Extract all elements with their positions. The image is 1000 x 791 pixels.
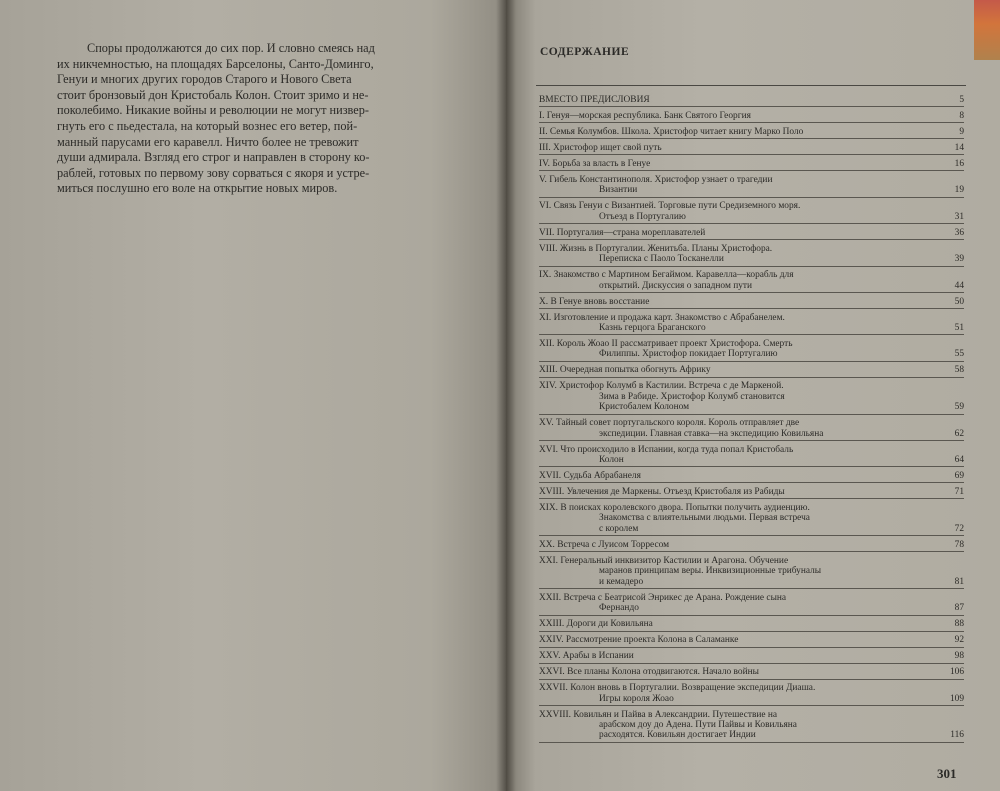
toc-entry-page: 51 (954, 323, 964, 334)
toc-entry-page: 5 (959, 95, 964, 105)
table-of-contents (539, 94, 964, 745)
toc-entry-page: 81 (954, 576, 964, 587)
toc-entry (539, 296, 964, 309)
toc-entry-title: Переписка с Паоло Тосканелли (599, 254, 724, 265)
toc-entry-title: XV. Тайный совет португальского короля. Король отправляет две (539, 418, 800, 429)
toc-entry-title: Отъезд в Португалию (599, 211, 686, 222)
toc-entry (539, 444, 964, 468)
toc-entry (539, 364, 964, 377)
toc-entry (539, 227, 964, 240)
toc-entry-title: XX. Встреча с Луисом Торресом (539, 539, 670, 550)
toc-entry (539, 682, 964, 706)
toc-entry-page: 88 (954, 619, 964, 630)
toc-entry-title: XVII. Судьба Абрабанеля (539, 471, 641, 482)
toc-entry-title: XXVI. Все планы Колона отодвигаются. Начало войны (539, 667, 759, 678)
toc-entry-title: XXVII. Колон вновь в Португалии. Возвращение экспедиции Диаша. (539, 683, 816, 694)
left-line: их никчемностью, на площадях Барселоны, Санто-Доминго, (57, 56, 374, 71)
toc-entry-title: XXII. Встреча с Беатрисой Энрикес де Арана. Рождение сына (539, 592, 787, 603)
toc-entry-title: V. Гибель Константинополя. Христофор узнает о трагедии (539, 175, 773, 185)
toc-entry (539, 666, 964, 679)
toc-entry-title: и кемадеро (599, 576, 644, 587)
toc-entry (539, 502, 964, 536)
toc-entry-title: расходятся. Ковильян достигает Индии (599, 730, 756, 741)
toc-entry-page: 116 (950, 730, 964, 741)
toc-entry-page: 31 (954, 211, 964, 222)
toc-entry-title: IV. Борьба за власть в Генуе (539, 159, 651, 169)
toc-entry-page: 62 (954, 428, 964, 439)
toc-entry-page: 92 (954, 635, 964, 646)
toc-entry-title: XIII. Очередная попытка обогнуть Африку (539, 365, 711, 376)
toc-entry-page: 36 (954, 227, 964, 238)
toc-entry (539, 539, 964, 552)
toc-entry (539, 380, 964, 414)
toc-entry-title: XXVIII. Ковильян и Пайва в Александрии. Путешествие на (539, 709, 778, 720)
toc-entry-title: маранов принципам веры. Инквизиционные трибуналы (599, 566, 822, 577)
toc-entry-title: экспедиции. Главная ставка—на экспедицию Ковильяна (599, 428, 824, 439)
left-line: манный парусами его каравелл. Ничто более не тревожит (57, 134, 359, 149)
toc-entry-title: Фернандо (599, 603, 639, 614)
toc-entry-title: открытий. Дискуссия о западном пути (599, 280, 753, 291)
toc-entry (539, 555, 964, 589)
toc-entry-page: 98 (954, 651, 964, 662)
toc-entry-title: XI. Изготовление и продажа карт. Знакомство с Абрабанелем. (539, 312, 785, 323)
toc-entry (539, 94, 964, 107)
toc-entry-page: 39 (954, 254, 964, 265)
toc-entry-page: 55 (954, 349, 964, 360)
left-line: Генуи и многих других городов Старого и Нового Света (57, 72, 352, 87)
toc-entry-page: 58 (954, 365, 964, 376)
toc-entry (539, 126, 964, 139)
toc-entry-title: XXI. Генеральный инквизитор Кастилии и Арагона. Обучение (539, 555, 789, 566)
toc-entry-title: Зима в Рабиде. Христофор Колумб становится (599, 391, 785, 402)
toc-entry-title: Знакомства с влиятельными людьми. Первая встреча (599, 513, 810, 524)
toc-entry-title: VIII. Жизнь в Португалии. Женитьба. Планы Христофора. (539, 243, 773, 254)
left-line: Споры продолжаются до сих пор. И словно смеясь над (87, 41, 375, 55)
left-line: гнуть его с пьедестала, на который вознес его ветер, пой- (57, 118, 358, 133)
toc-entry-title: с королем (599, 523, 639, 534)
toc-heading: СОДЕРЖАНИЕ (540, 46, 630, 58)
left-page-text (57, 41, 467, 197)
toc-entry-title: XVIII. Увлечения де Маркены. Отъезд Кристобаля из Рабиды (539, 487, 785, 498)
toc-entry-page: 87 (954, 603, 964, 614)
toc-entry-page: 72 (954, 523, 964, 534)
toc-entry (539, 174, 964, 198)
toc-entry-title: ВМЕСТО ПРЕДИСЛОВИЯ (539, 95, 650, 105)
toc-entry-title: III. Христофор ищет свой путь (539, 143, 662, 153)
toc-entry (539, 243, 964, 267)
toc-entry-title: XIV. Христофор Колумб в Кастилии. Встреча с де Маркеной. (539, 381, 784, 392)
toc-entry (539, 592, 964, 616)
toc-entry (539, 269, 964, 293)
toc-entry-page: 8 (959, 111, 964, 121)
toc-entry-page: 109 (949, 693, 964, 704)
toc-entry-title: XII. Король Жоао II рассматривает проект Христофора. Смерть (539, 339, 793, 350)
left-line: поколебимо. Никакие войны и революции не могут низвер- (57, 103, 369, 118)
toc-entry-title: VII. Португалия—страна мореплавателей (539, 227, 706, 238)
toc-entry (539, 650, 964, 663)
toc-entry-title: I. Генуя—морская республика. Банк Святого Георгия (539, 111, 751, 121)
toc-entry (539, 200, 964, 224)
toc-entry-title: Кристобалем Колоном (599, 402, 690, 413)
toc-entry-page: 69 (954, 471, 964, 482)
toc-entry-title: Колон (599, 455, 624, 466)
toc-entry-page: 78 (954, 539, 964, 550)
toc-entry (539, 634, 964, 647)
toc-entry-title: X. В Генуе вновь восстание (539, 296, 650, 307)
toc-entry-page: 16 (954, 159, 964, 169)
toc-entry-title: Византии (599, 185, 638, 196)
toc-entry (539, 338, 964, 362)
toc-entry-title: XXIII. Дороги ди Ковильяна (539, 619, 653, 630)
toc-entry-page: 44 (954, 280, 964, 291)
book-gutter (496, 0, 516, 791)
toc-entry (539, 158, 964, 171)
toc-entry-page: 9 (959, 127, 964, 137)
toc-entry-title: Филиппы. Христофор покидает Португалию (599, 349, 778, 360)
left-line: раблей, готовых по первому зову сорваться с якоря и устре- (57, 165, 370, 180)
toc-entry-title: арабском доу до Адена. Пути Пайвы и Ковильяна (599, 719, 797, 730)
toc-entry-title: IX. Знакомство с Мартином Бегаймом. Каравелла—корабль для (539, 270, 794, 281)
toc-entry-page: 64 (954, 455, 964, 466)
toc-entry-title: VI. Связь Генуи с Византией. Торговые пути Средиземного моря. (539, 201, 801, 212)
toc-entry (539, 709, 964, 743)
toc-entry-page: 59 (954, 402, 964, 413)
left-line: миться послушно его воле на открытие новых миров. (57, 181, 338, 196)
toc-entry-page: 19 (954, 185, 964, 196)
toc-entry-title: Игры короля Жоао (599, 693, 674, 704)
toc-entry-page: 71 (954, 487, 964, 498)
toc-entry-page: 50 (954, 296, 964, 307)
toc-entry-page: 106 (949, 667, 964, 678)
left-line: души адмирала. Взгляд его строг и направлен в сторону ко- (57, 150, 370, 165)
toc-entry (539, 618, 964, 631)
toc-entry-title: XIX. В поисках королевского двора. Попытки получить аудиенцию. (539, 503, 810, 514)
toc-entry (539, 417, 964, 441)
page-number: 301 (937, 766, 957, 781)
toc-entry-title: XXIV. Рассмотрение проекта Колона в Саламанке (539, 635, 739, 646)
toc-entry-page: 14 (954, 143, 964, 153)
toc-entry-title: II. Семья Колумбов. Школа. Христофор читает книгу Марко Поло (539, 127, 804, 137)
left-line: стоит бронзовый дон Кристобаль Колон. Стоит зримо и не- (57, 87, 369, 102)
toc-entry-title: Казнь герцога Браганского (599, 323, 706, 334)
toc-entry-title: XXV. Арабы в Испании (539, 651, 634, 662)
toc-entry (539, 486, 964, 499)
toc-entry (539, 110, 964, 123)
toc-heading-rule (536, 85, 966, 86)
book-cover-edge (974, 0, 1000, 60)
toc-entry (539, 142, 964, 155)
toc-entry-title: XVI. Что происходило в Испании, когда туда попал Кристобаль (539, 444, 794, 455)
toc-entry (539, 312, 964, 336)
toc-entry (539, 470, 964, 483)
